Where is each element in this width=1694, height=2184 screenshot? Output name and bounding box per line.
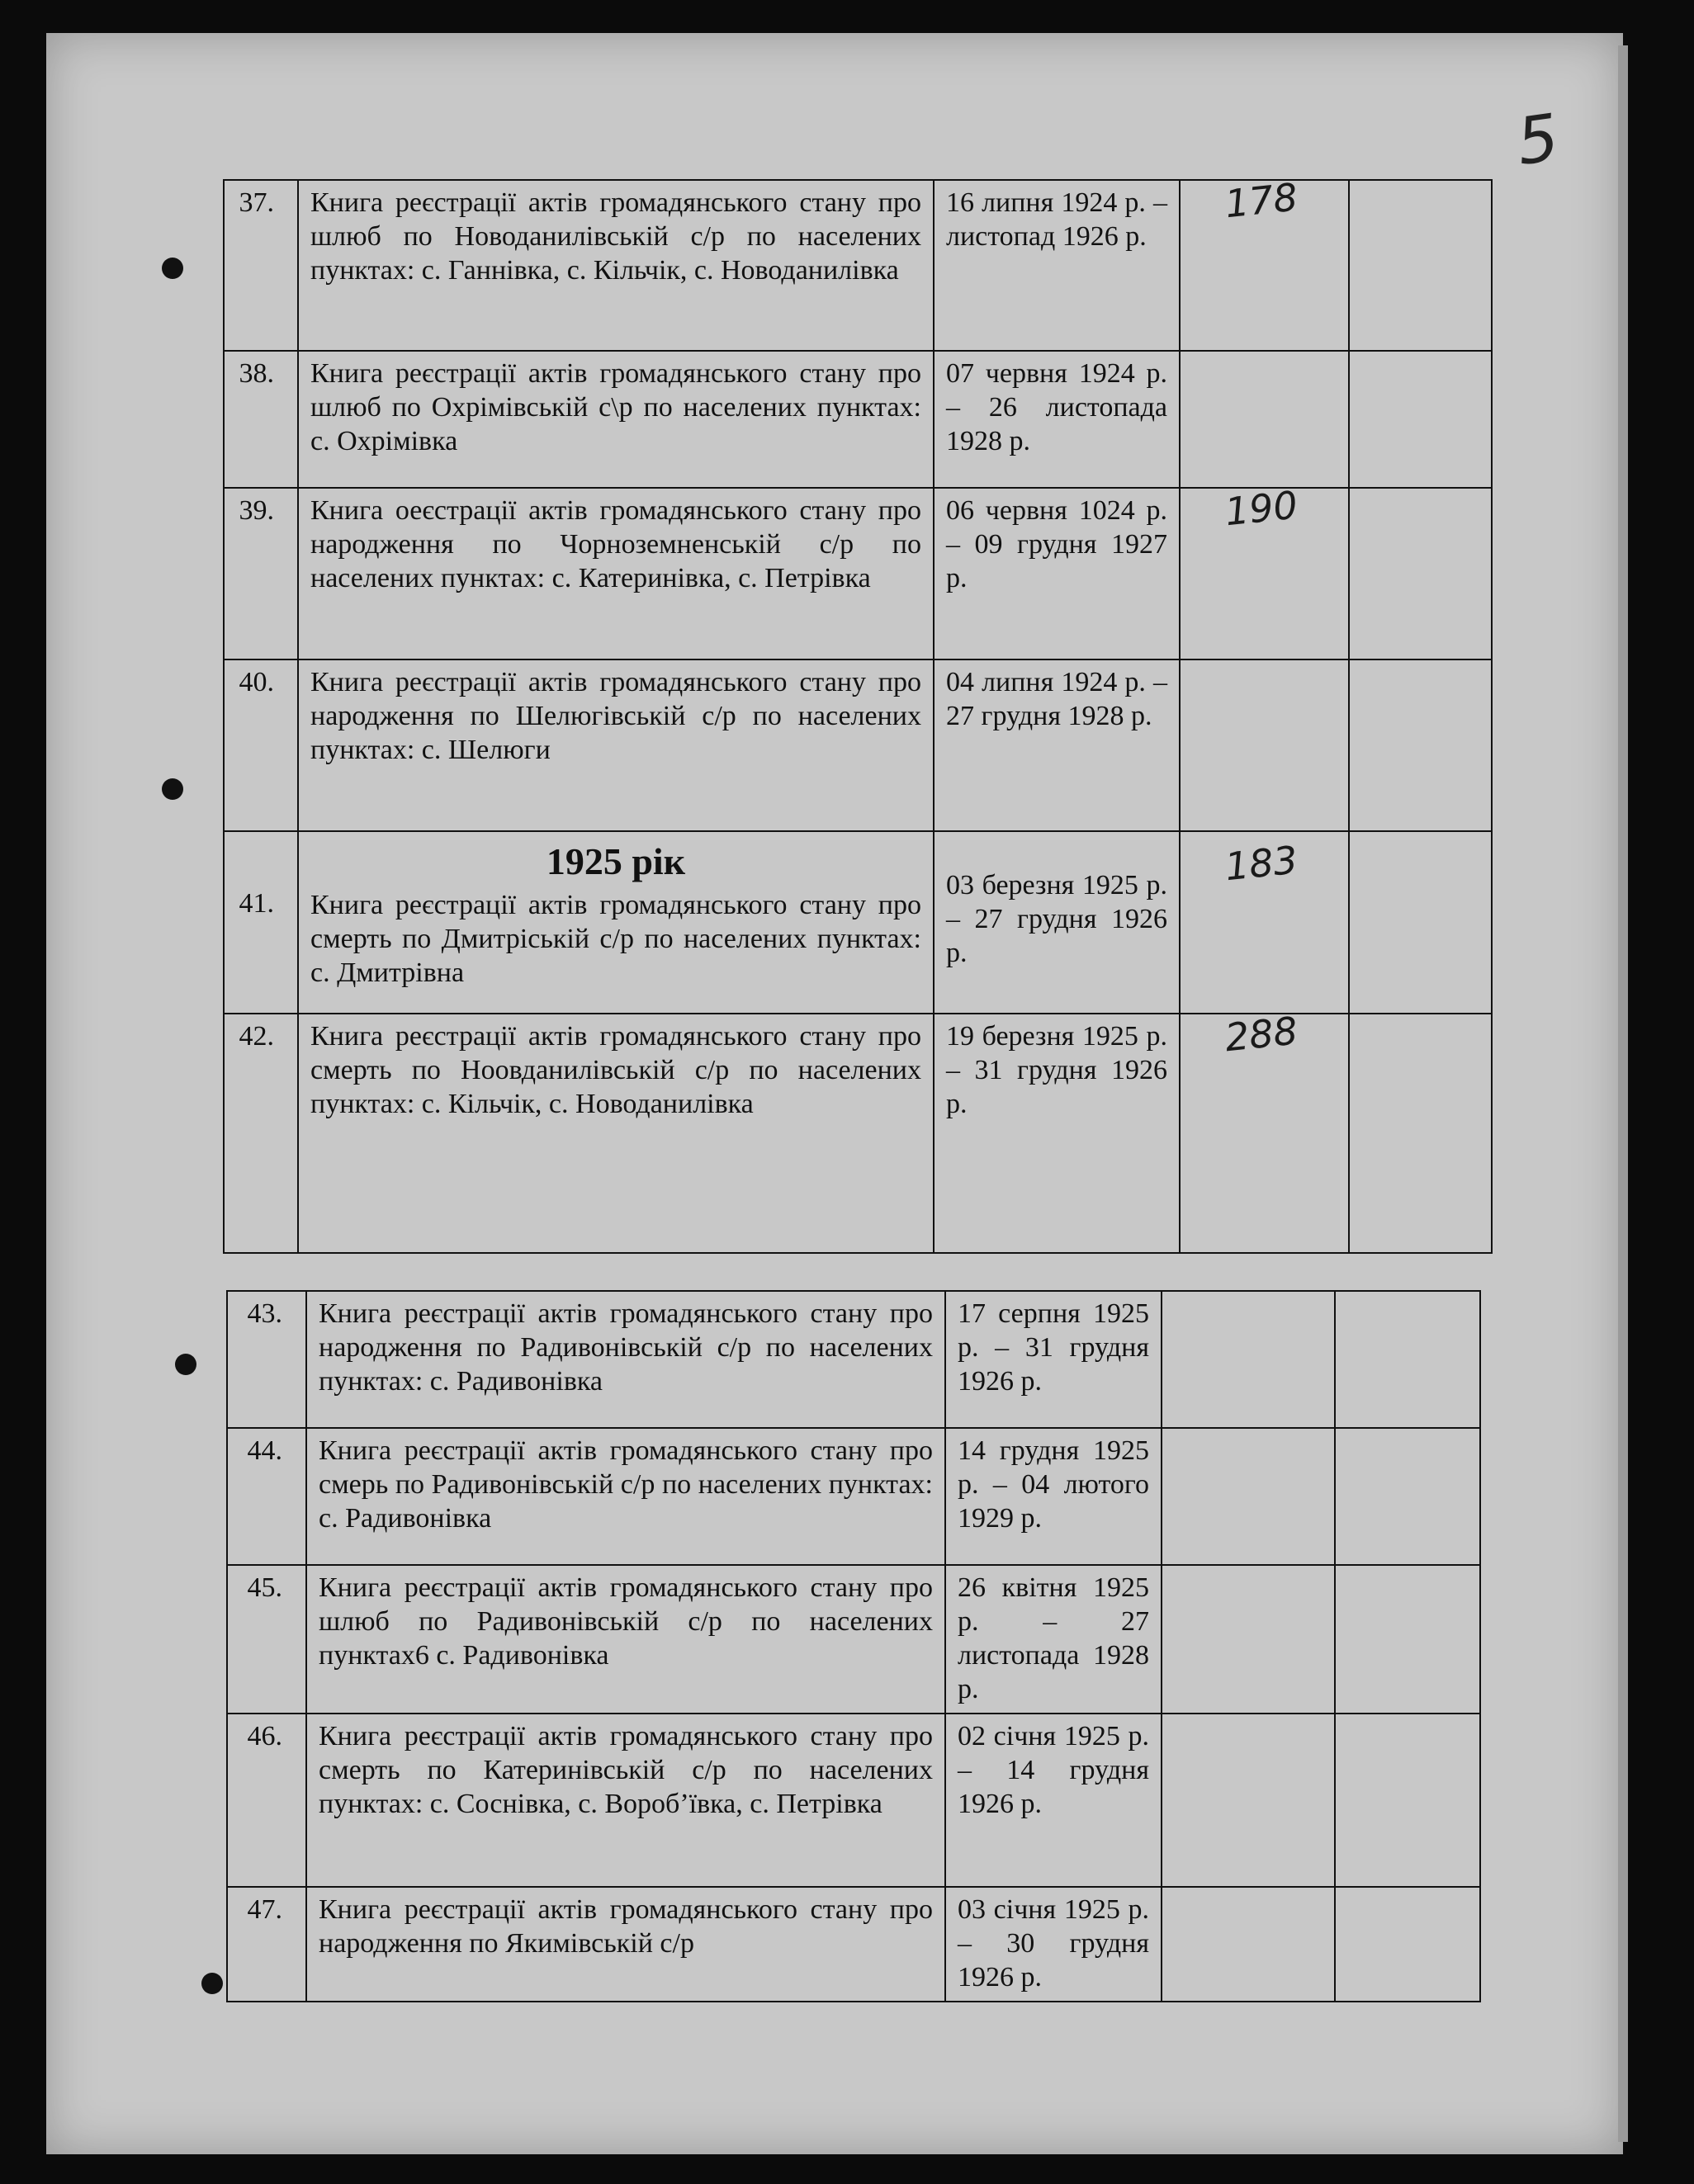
record-description	[298, 488, 934, 659]
handwritten-sheet-count	[1192, 689, 1225, 693]
record-description	[306, 1714, 945, 1887]
punch-hole	[201, 1973, 223, 1994]
table-row	[224, 1014, 1492, 1253]
year-heading: 1925 рік	[546, 840, 686, 882]
handwritten-sheet-count	[1174, 1595, 1207, 1598]
table-row	[224, 180, 1492, 351]
row-number: 39.	[224, 488, 298, 659]
notes-cell	[1335, 1565, 1480, 1714]
notes-cell	[1335, 1428, 1480, 1565]
sheet-count-cell	[1180, 1008, 1349, 1253]
table-row	[224, 831, 1492, 1014]
row-number: 37.	[224, 180, 298, 351]
register-table-1	[223, 174, 1493, 1254]
handwritten-sheet-count: 288	[1223, 1008, 1300, 1061]
notes-cell	[1349, 180, 1492, 351]
notes-cell	[1349, 488, 1492, 659]
handwritten-sheet-count: 178	[1223, 174, 1300, 227]
handwritten-sheet-count	[1174, 1458, 1207, 1461]
sheet-count-cell	[1180, 659, 1349, 831]
notes-cell	[1335, 1291, 1480, 1428]
sheet-count-cell	[1162, 1714, 1335, 1887]
description-text: Книга реєстрації актів громадянського стану про шлюб по Радивонівській с/р по населених пунктах6 с. Радивонівка	[319, 1572, 933, 1671]
record-description	[298, 659, 934, 831]
description-text: Книга реєстрації актів громадянського стану про народження по Якимівській с/р	[319, 1894, 933, 1959]
date-range: 16 липня 1924 р. – листопад 1926 р.	[934, 180, 1180, 351]
description-text: Книга реєстрації актів громадянського стану про смерь по Радивонівській с/р по населених пунктах: с. Радивонівка	[319, 1435, 933, 1534]
handwritten-sheet-count	[1174, 1917, 1207, 1920]
date-range: 07 червня 1924 р. – 26 листопада 1928 р.	[934, 351, 1180, 488]
table-row	[224, 659, 1492, 831]
description-text: Книга реєстрації актів громадянського стану про шлюб по Новоданилівській с/р по населених пунктах: с. Ганнівка, с. Кільчік, с. Новоданилівка	[310, 187, 921, 286]
sheet-count-cell	[1162, 1887, 1335, 2002]
description-text: Книга реєстрації актів громадянського стану про народження по Радивонівській с/р по населених пунктах: с. Радивонівка	[319, 1298, 933, 1397]
register-table-2	[226, 1290, 1481, 2002]
row-number: 42.	[224, 1014, 298, 1253]
sheet-count-cell	[1162, 1565, 1335, 1714]
date-range: 06 червня 1024 р. – 09 грудня 1927 р.	[934, 488, 1180, 659]
description-text: Книга реєстрації актів громадянського стану про народження по Шелюгівській с/р по населених пунктах: с. Шелюги	[310, 667, 921, 765]
table-row	[227, 1428, 1480, 1565]
date-range: 19 березня 1925 р. – 31 грудня 1926 р.	[934, 1014, 1180, 1253]
notes-cell	[1335, 1887, 1480, 2002]
notes-cell	[1349, 351, 1492, 488]
record-description	[306, 1428, 945, 1565]
sheet-count-cell	[1180, 482, 1349, 659]
handwritten-sheet-count	[1174, 1321, 1207, 1324]
record-description	[298, 1014, 934, 1253]
record-description	[306, 1887, 945, 2002]
sheet-count-cell	[1162, 1428, 1335, 1565]
table-row	[224, 488, 1492, 659]
sheet-count-cell	[1162, 1291, 1335, 1428]
handwritten-sheet-count	[1174, 1743, 1207, 1747]
table-row	[227, 1291, 1480, 1428]
row-number: 41.	[224, 831, 298, 1014]
page-number: 5	[1512, 100, 1564, 181]
punch-hole	[175, 1354, 196, 1375]
punch-hole	[162, 258, 183, 279]
table-row	[224, 351, 1492, 488]
notes-cell	[1349, 1014, 1492, 1253]
description-text: Книга реєстрації актів громадянського стану про шлюб по Охрімівській с\р по населених пунктах: с. Охрімівка	[310, 358, 921, 456]
handwritten-sheet-count: 190	[1223, 482, 1300, 535]
paper-edge	[1618, 45, 1628, 2142]
record-description	[298, 831, 934, 1014]
date-range: 03 березня 1925 р. – 27 грудня 1926 р.	[934, 831, 1180, 1014]
notes-cell	[1335, 1714, 1480, 1887]
row-number: 38.	[224, 351, 298, 488]
description-text: Книга реєстрації актів громадянського стану про смерть по Дмитріській с/р по населених пунктах: с. Дмитрівна	[310, 890, 921, 988]
sheet-count-cell	[1180, 174, 1349, 351]
sheet-count-cell	[1180, 831, 1349, 1014]
description-text: Книга оеєстрації актів громадянського стану про народження по Чорноземненській с/р по населених пунктах: с. Катеринівка, с. Петрівка	[310, 495, 921, 593]
row-number: 45.	[227, 1565, 306, 1714]
record-description	[298, 180, 934, 351]
row-number: 47.	[227, 1887, 306, 2002]
date-range: 26 квітня 1925 р. – 27 листопада 1928 р.	[945, 1565, 1162, 1714]
record-description	[306, 1565, 945, 1714]
punch-hole	[162, 778, 183, 800]
row-number: 43.	[227, 1291, 306, 1428]
table-row	[227, 1565, 1480, 1714]
date-range: 02 січня 1925 р. – 14 грудня 1926 р.	[945, 1714, 1162, 1887]
table-row	[227, 1887, 1480, 2002]
table-row	[227, 1714, 1480, 1887]
notes-cell	[1349, 659, 1492, 831]
date-range: 03 січня 1925 р. – 30 грудня 1926 р.	[945, 1887, 1162, 2002]
notes-cell	[1349, 831, 1492, 1014]
handwritten-sheet-count	[1192, 381, 1225, 384]
date-range: 17 серпня 1925 р. – 31 грудня 1926 р.	[945, 1291, 1162, 1428]
record-description	[306, 1291, 945, 1428]
date-range: 14 грудня 1925 р. – 04 лютого 1929 р.	[945, 1428, 1162, 1565]
row-number: 46.	[227, 1714, 306, 1887]
handwritten-sheet-count: 183	[1223, 837, 1300, 890]
sheet-count-cell	[1180, 351, 1349, 488]
date-range: 04 липня 1924 р. – 27 грудня 1928 р.	[934, 659, 1180, 831]
row-number: 44.	[227, 1428, 306, 1565]
record-description	[298, 351, 934, 488]
description-text: Книга реєстрації актів громадянського стану про смерть по Катеринівській с/р по населених пунктах: с. Соснівка, с. Вороб’ївка, с. Петрівка	[319, 1721, 933, 1819]
description-text: Книга реєстрації актів громадянського стану про смерть по Ноовданилівській с/р по населених пунктах: с. Кільчік, с. Новоданилівка	[310, 1021, 921, 1119]
row-number: 40.	[224, 659, 298, 831]
